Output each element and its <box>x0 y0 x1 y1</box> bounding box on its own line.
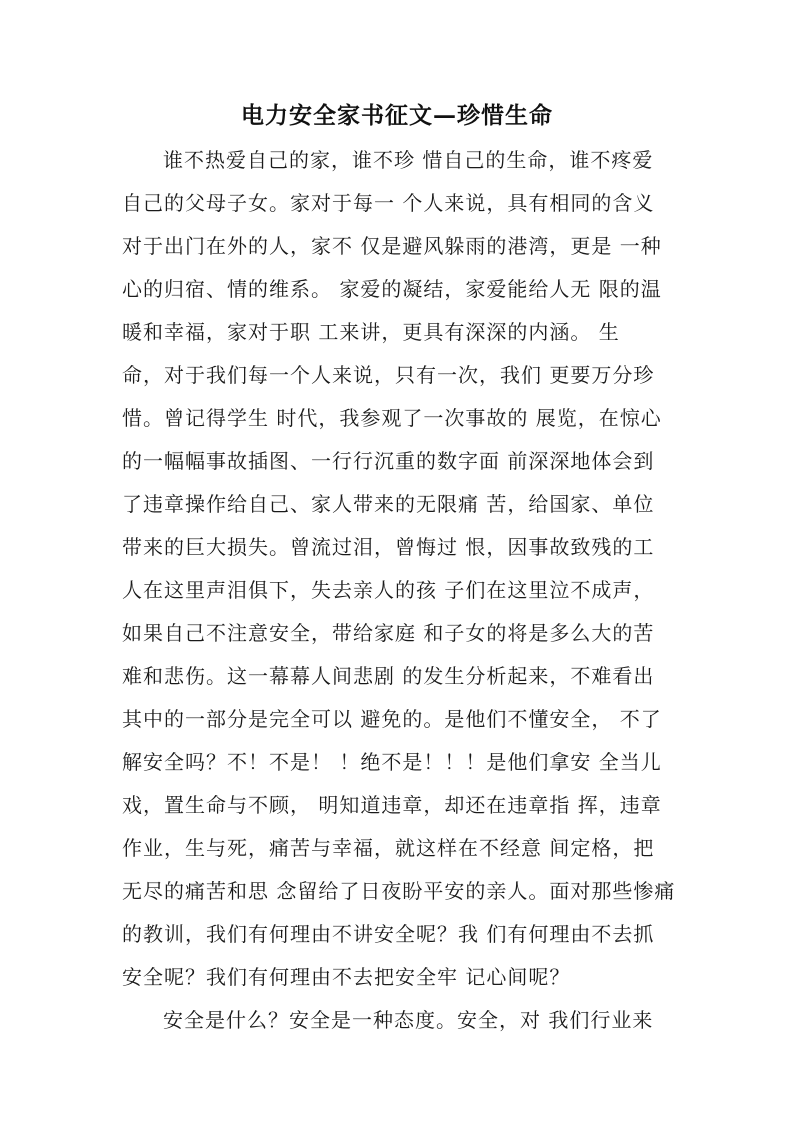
paragraph-line: 了违章操作给自己、家人带来的无限痛 苦，给国家、单位 <box>122 492 655 516</box>
paragraph-line: 的一幅幅事故插图、一行行沉重的数字面 前深深地体会到 <box>122 449 655 473</box>
paragraph-line: 暖和幸福，家对于职 工来讲，更具有深深的内涵。 生 <box>122 320 620 344</box>
paragraph-line: 命，对于我们每一个人来说，只有一次，我们 更要万分珍 <box>122 363 655 387</box>
paragraph-line: 作业，生与死，痛苦与幸福，就这样在不经意 间定格，把 <box>122 836 655 860</box>
paragraph-line: 其中的一部分是完全可以 避免的。是他们不懂安全， 不了 <box>122 707 662 731</box>
paragraph-line: 心的归宿、情的维系。 家爱的凝结，家爱能给人无 限的温 <box>122 277 662 301</box>
paragraph-line: 安全呢？我们有何理由不去把安全牢 记心间呢？ <box>122 965 571 989</box>
paragraph-line: 惜。曾记得学生 时代，我参观了一次事故的 展览，在惊心 <box>122 406 662 430</box>
paragraph-line: 对于出门在外的人，家不 仅是避风躲雨的港湾，更是 一种 <box>122 234 662 258</box>
page-title: 电力安全家书征文—珍惜生命 <box>241 102 553 129</box>
paragraph-line: 谁不热爱自己的家，谁不珍 惜自己的生命，谁不疼爱 <box>163 148 654 172</box>
paragraph-line: 自己的父母子女。家对于每一 个人来说，具有相同的含义 <box>122 191 655 215</box>
paragraph-line: 无尽的痛苦和思 念留给了日夜盼平安的亲人。面对那些惨痛 <box>122 879 676 903</box>
paragraph-line: 带来的巨大损失。曾流过泪，曾悔过 恨，因事故致残的工 <box>122 535 655 559</box>
paragraph-line: 人在这里声泪俱下，失去亲人的孩 子们在这里泣不成声， <box>122 578 655 602</box>
paragraph-line: 难和悲伤。这一幕幕人间悲剧 的发生分析起来，不难看出 <box>122 664 655 688</box>
paragraph-line: 如果自己不注意安全，带给家庭 和子女的将是多么大的苦 <box>122 621 655 645</box>
paragraph-line: 戏，置生命与不顾， 明知道违章，却还在违章指 挥，违章 <box>122 793 662 817</box>
paragraph-line: 的教训，我们有何理由不讲安全呢？我 们有何理由不去抓 <box>122 922 655 946</box>
paragraph-line: 解安全吗？不！不是！ ！绝不是！！！是他们拿安 全当儿 <box>122 750 662 774</box>
paragraph-line: 安全是什么？安全是一种态度。安全，对 我们行业来 <box>163 1008 654 1032</box>
